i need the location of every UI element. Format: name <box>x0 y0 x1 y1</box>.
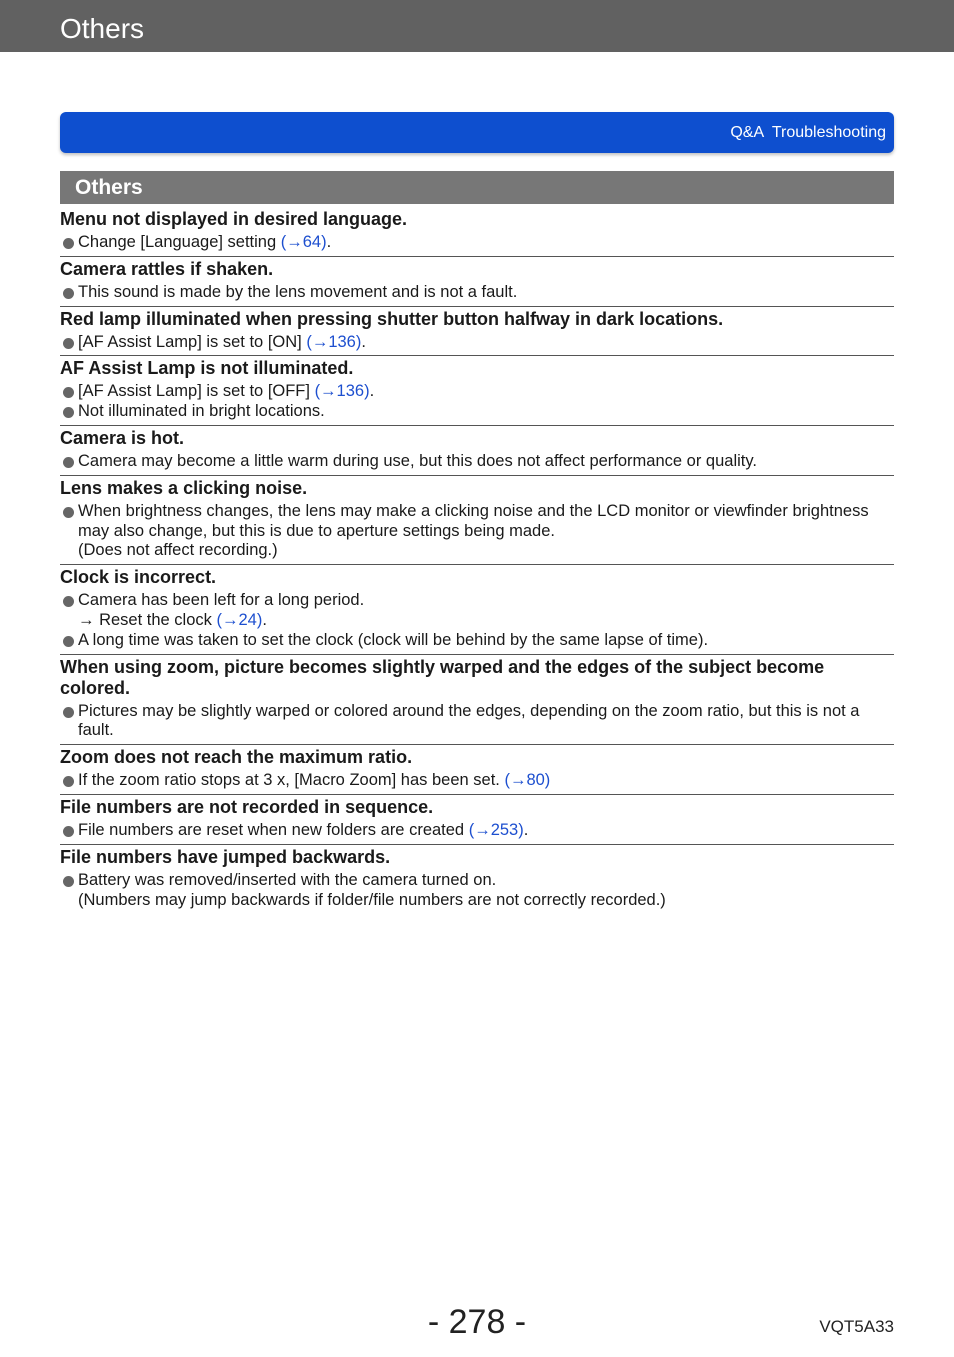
qa-entry <box>60 565 894 654</box>
answer-text: (Does not affect recording.) <box>78 541 278 560</box>
answer-text: [AF Assist Lamp] is set to [OFF] <box>78 382 315 401</box>
qa-entry <box>60 307 894 357</box>
answer-text: (Numbers may jump backwards if folder/file numbers are not correctly recorded.) <box>78 890 666 909</box>
page-ref-link[interactable]: (→253) <box>468 820 524 839</box>
answer-continuation <box>60 891 894 911</box>
qa-entry <box>60 845 894 914</box>
question: AF Assist Lamp is not illuminated. <box>60 358 354 379</box>
answer-bullet <box>60 871 894 891</box>
section-heading <box>60 171 894 204</box>
page-ref-link[interactable]: (→64) <box>280 233 327 251</box>
page-ref-link[interactable]: (→80) <box>504 771 551 790</box>
header-title: Others <box>60 13 145 44</box>
question: Clock is incorrect. <box>60 567 217 588</box>
qa-entry <box>60 655 894 746</box>
answer-continuation <box>60 611 894 631</box>
page-ref-link[interactable]: (→136) <box>306 332 362 351</box>
answer-bullet <box>60 502 894 542</box>
question: When using zoom, picture becomes slightly warped and the edges of the subject become colored. <box>60 656 825 698</box>
question: Menu not displayed in desired language. <box>60 209 408 229</box>
answer-text: Change [Language] setting <box>78 233 281 251</box>
question: File numbers have jumped backwards. <box>60 846 391 867</box>
answer-text: Camera may become a little warm during use, but this does not affect performance or quality. <box>78 451 757 470</box>
answer-punct: . <box>369 382 375 401</box>
question: Camera rattles if shaken. <box>60 258 274 279</box>
answer-text: Pictures may be slightly warped or colored around the edges, depending on the zoom ratio, but this is not a fault. <box>78 701 860 740</box>
answer-bullet <box>60 333 894 353</box>
answer-bullet <box>60 591 894 611</box>
qa-entry <box>60 356 894 426</box>
page-ref-link[interactable]: (→136) <box>314 382 370 401</box>
section-title: Others <box>75 176 143 199</box>
document-code: VQT5A33 <box>819 1317 894 1336</box>
qa-entry <box>60 257 894 307</box>
answer-continuation <box>60 541 894 561</box>
answer-text: When brightness changes, the lens may make a clicking noise and the LCD monitor or viewfinder brightness may also change, but this is due to aperture settings being made. <box>78 501 869 540</box>
answer-bullet <box>60 702 894 742</box>
qa-entry <box>60 795 894 845</box>
qa-entry <box>60 207 894 257</box>
answer-text: Battery was removed/inserted with the camera turned on. <box>78 870 497 889</box>
answer-bullet <box>60 821 894 841</box>
qa-list <box>60 207 894 913</box>
question: Camera is hot. <box>60 427 185 448</box>
header-bar <box>0 0 954 52</box>
question: Lens makes a clicking noise. <box>60 477 308 498</box>
page-ref-link[interactable]: (→24) <box>216 610 263 629</box>
answer-text: Camera has been left for a long period. <box>78 591 365 610</box>
answer-bullet <box>60 402 894 422</box>
answer-text: This sound is made by the lens movement and is not a fault. <box>78 282 518 301</box>
answer-text: A long time was taken to set the clock (clock will be behind by the same lapse of time). <box>78 630 709 649</box>
page-number: - 278 - <box>427 1303 527 1341</box>
answer-punct: . <box>262 610 267 629</box>
answer-bullet <box>60 382 894 402</box>
answer-text: If the zoom ratio stops at 3 x, [Macro Zoom] has been set. <box>78 771 505 790</box>
qa-entry <box>60 426 894 476</box>
answer-punct: . <box>326 233 332 251</box>
answer-text: Not illuminated in bright locations. <box>78 402 325 421</box>
chapter-tab-label: Q&A Troubleshooting <box>730 124 886 141</box>
answer-bullet <box>60 452 894 472</box>
answer-punct: . <box>523 820 529 839</box>
qa-entry <box>60 476 894 565</box>
answer-punct: . <box>361 332 366 351</box>
qa-entry <box>60 745 894 795</box>
answer-bullet <box>60 233 894 253</box>
answer-bullet <box>60 283 894 303</box>
answer-bullet <box>60 771 894 791</box>
answer-text: → Reset the clock <box>78 610 217 629</box>
answer-text: File numbers are reset when new folders are created <box>78 820 469 839</box>
answer-bullet <box>60 631 894 651</box>
question: Red lamp illuminated when pressing shutter button halfway in dark locations. <box>60 308 724 329</box>
question: File numbers are not recorded in sequence. <box>60 796 434 817</box>
answer-text: [AF Assist Lamp] is set to [ON] <box>78 332 307 351</box>
question: Zoom does not reach the maximum ratio. <box>60 747 413 768</box>
chapter-tab[interactable] <box>60 112 894 153</box>
